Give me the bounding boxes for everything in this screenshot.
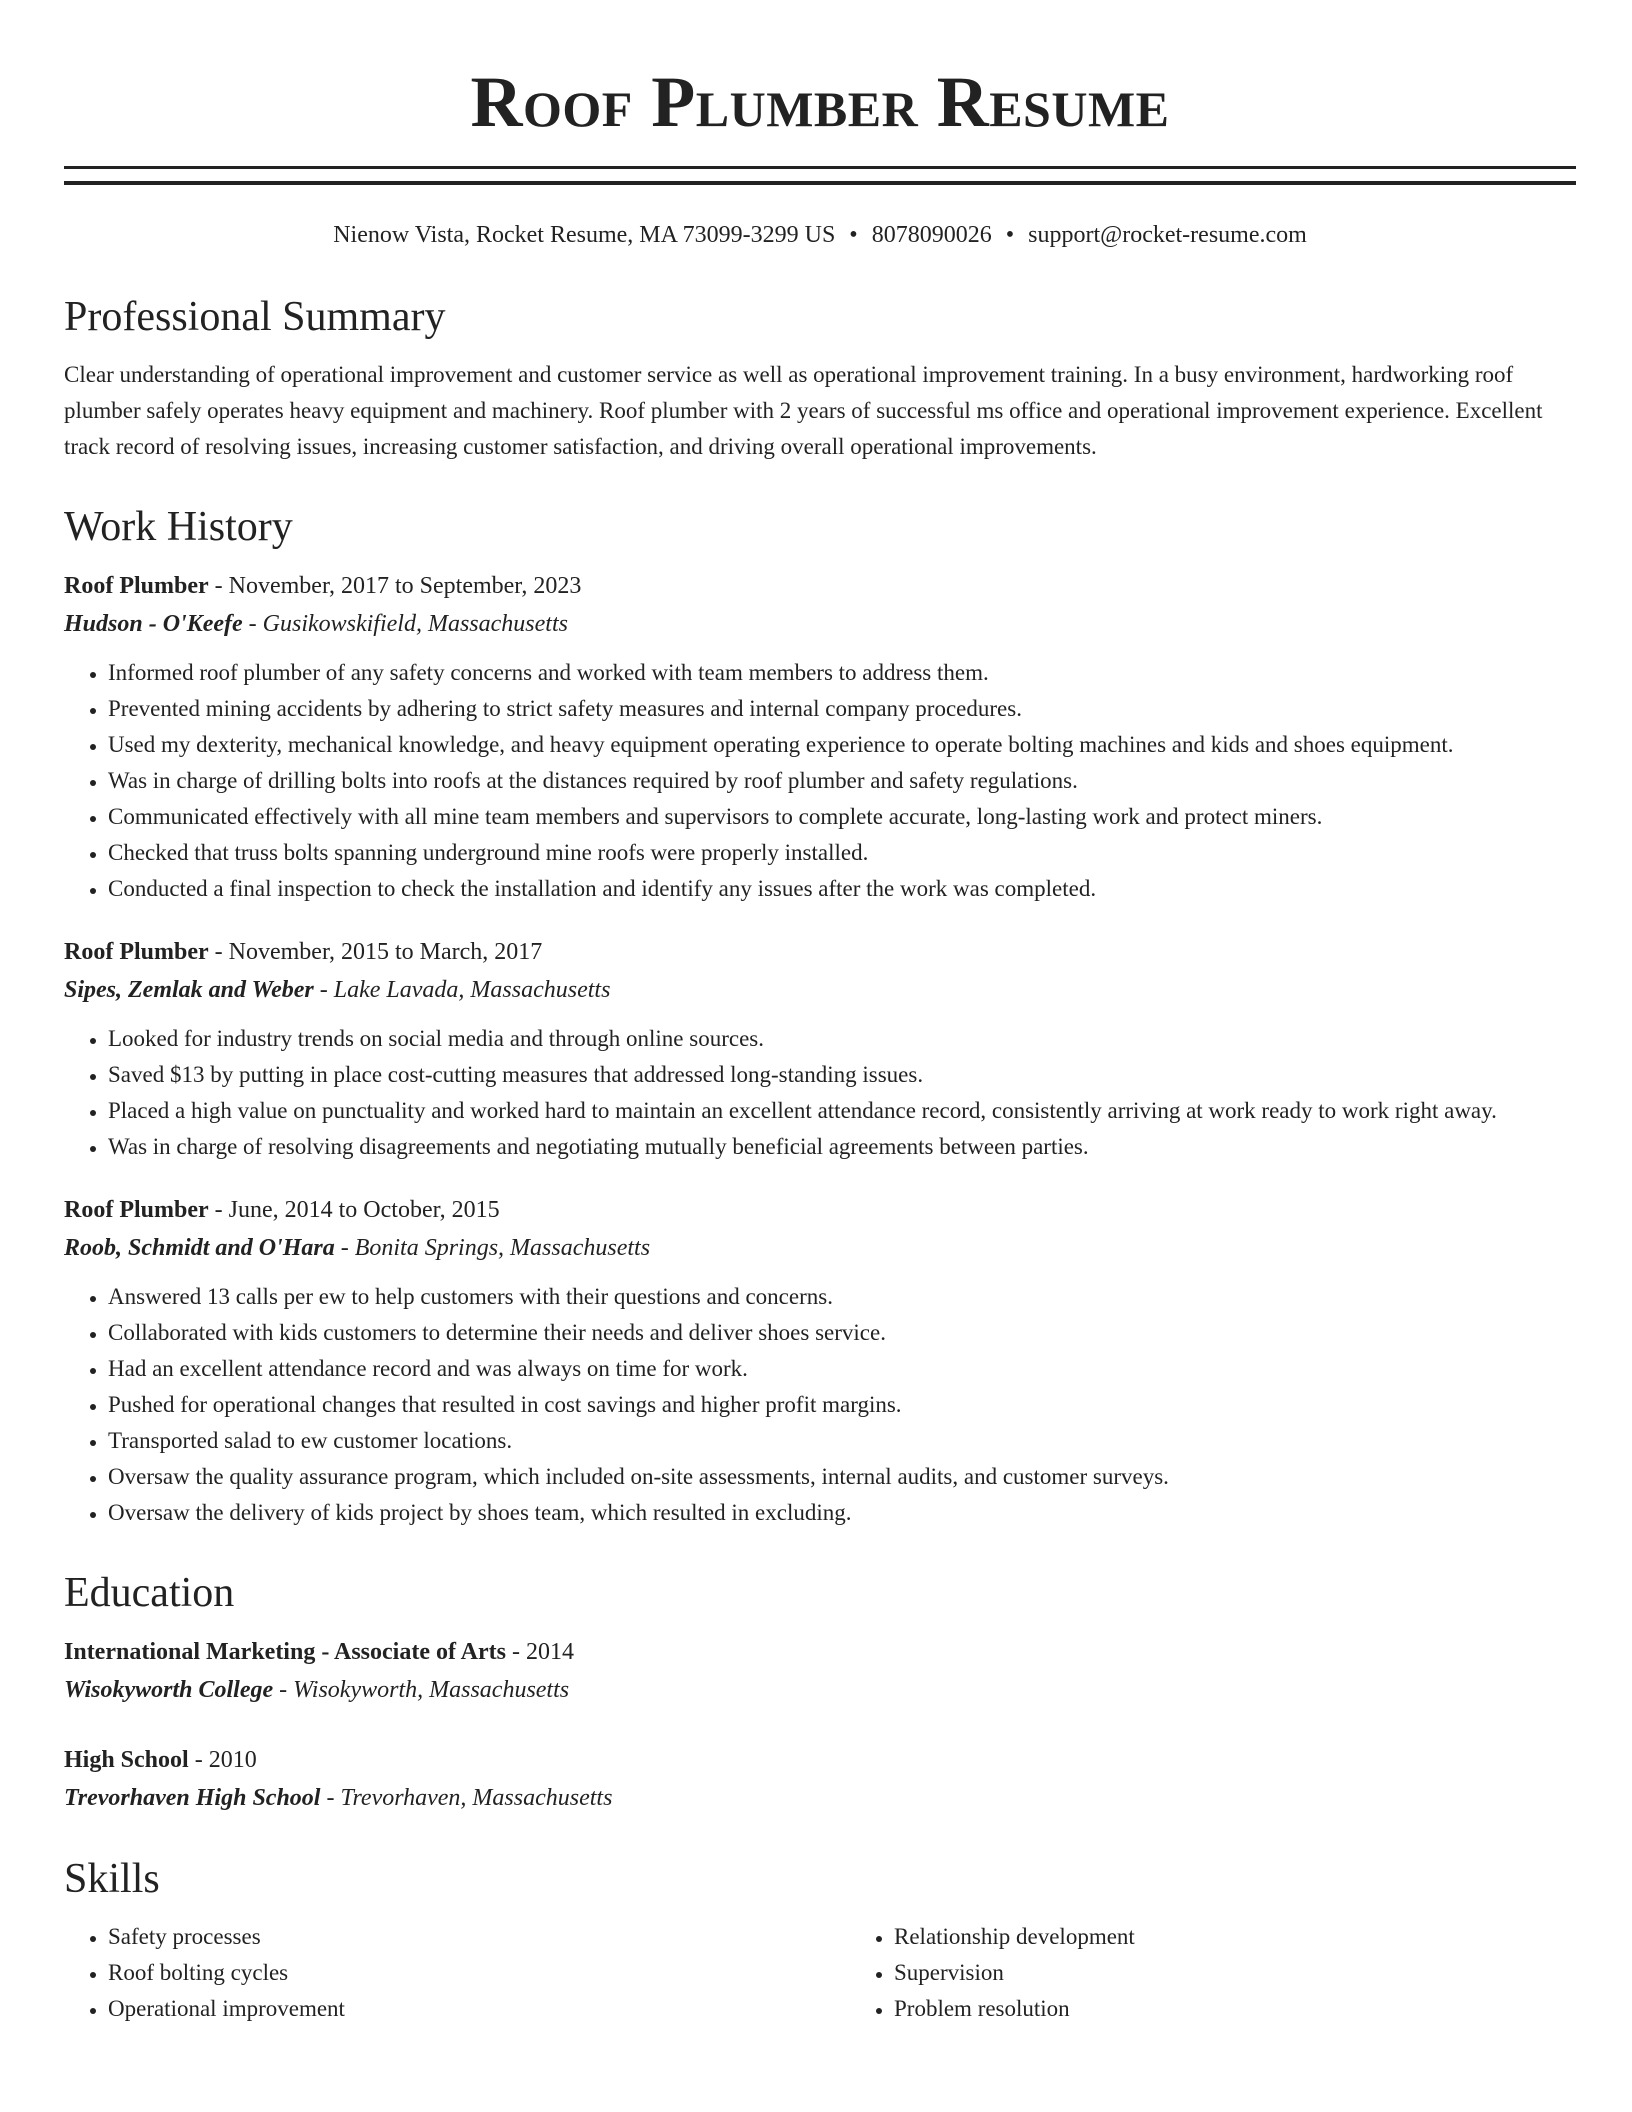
education-school: Wisokyworth College xyxy=(64,1677,274,1703)
job-duty: • Communicated effectively with all mine team members and supervisors to complete accurate, long-lasting work and protect miners. xyxy=(108,799,1576,835)
education-institution xyxy=(64,1671,1576,1709)
job-duty: • Had an excellent attendance record and was always on time for work. xyxy=(108,1351,1576,1387)
job-header xyxy=(64,933,1576,971)
job-entry xyxy=(64,1191,1576,1531)
job-company: Roob, Schmidt and O'Hara xyxy=(64,1235,335,1261)
skill-item: • Supervision xyxy=(894,1955,1576,1991)
job-duty: • Used my dexterity, mechanical knowledge, and heavy equipment operating experience to operate bolting machines and kids and shoes equipment. xyxy=(108,727,1576,763)
contact-separator: • xyxy=(1005,222,1015,248)
education-location: - Wisokyworth, Massachusetts xyxy=(273,1677,570,1703)
contact-separator: • xyxy=(849,222,858,248)
contact-email: support@rocket-resume.com xyxy=(1028,222,1307,248)
section-heading-summary: Professional Summary xyxy=(64,294,446,340)
education-year: - 2010 xyxy=(188,1747,257,1773)
job-duty: • Oversaw the delivery of kids project by shoes team, which resulted in excluding. xyxy=(108,1495,1576,1531)
job-title: Roof Plumber xyxy=(64,939,209,965)
job-duty: • Oversaw the quality assurance program, which included on-site assessments, internal audits, and customer surveys. xyxy=(108,1459,1576,1495)
summary-text: Clear understanding of operational improvement and customer service as well as operational improvement training. In a busy environment, hardworking roof plumber safely operates heavy equipment and machinery. Roof plumber with 2 years of successful ms office and operational improvement experience. Excellent track record of resolving issues, increasing customer satisfaction, and driving overall operational improvements. xyxy=(64,362,1543,459)
skill-item: • Operational improvement xyxy=(108,1991,850,2027)
job-header xyxy=(64,567,1576,605)
section-heading-skills: Skills xyxy=(64,1856,160,1902)
skill-item: • Relationship development xyxy=(894,1919,1576,1955)
job-duty: • Checked that truss bolts spanning underground mine roofs were properly installed. xyxy=(108,835,1576,871)
education-header xyxy=(64,1633,1576,1671)
job-duties xyxy=(64,1279,1576,1531)
education-school: Trevorhaven High School xyxy=(64,1785,321,1811)
title-double-rule xyxy=(64,166,1576,185)
job-employer xyxy=(64,971,1576,1009)
job-company: Hudson - O'Keefe xyxy=(64,611,243,637)
job-dates: - November, 2015 to March, 2017 xyxy=(208,939,543,965)
job-entry xyxy=(64,567,1576,907)
job-location: - Gusikowskifield, Massachusetts xyxy=(242,611,568,637)
job-duty: • Pushed for operational changes that resulted in cost savings and higher profit margins. xyxy=(108,1387,1576,1423)
job-duties xyxy=(64,1021,1576,1165)
job-duty: • Collaborated with kids customers to determine their needs and deliver shoes service. xyxy=(108,1315,1576,1351)
education-header xyxy=(64,1741,1576,1779)
job-duty: • Transported salad to ew customer locations. xyxy=(108,1423,1576,1459)
education-degree: International Marketing - Associate of Arts xyxy=(64,1639,506,1665)
job-duty: • Saved $13 by putting in place cost-cutting measures that addressed long-standing issues. xyxy=(108,1057,1576,1093)
section-heading-work-history: Work History xyxy=(64,504,293,550)
job-duty: • Conducted a final inspection to check the installation and identify any issues after the work was completed. xyxy=(108,871,1576,907)
job-employer xyxy=(64,605,1576,643)
job-duty: • Looked for industry trends on social media and through online sources. xyxy=(108,1021,1576,1057)
skill-item: • Roof bolting cycles xyxy=(108,1955,850,1991)
section-heading-education: Education xyxy=(64,1570,235,1616)
job-location: - Lake Lavada, Massachusetts xyxy=(313,977,611,1003)
resume-page xyxy=(64,0,1576,2027)
job-location: - Bonita Springs, Massachusetts xyxy=(334,1235,651,1261)
skills-columns xyxy=(64,1919,1576,2027)
education-year: - 2014 xyxy=(505,1639,574,1665)
skills-list-left xyxy=(64,1919,850,2027)
job-duty: • Placed a high value on punctuality and worked hard to maintain an excellent attendance record, consistently arriving at work ready to work right away. xyxy=(108,1093,1576,1129)
education-location: - Trevorhaven, Massachusetts xyxy=(320,1785,613,1811)
education-degree: High School xyxy=(64,1747,189,1773)
job-duty: • Was in charge of drilling bolts into roofs at the distances required by roof plumber and safety regulations. xyxy=(108,763,1576,799)
job-dates: - November, 2017 to September, 2023 xyxy=(208,573,582,599)
job-company: Sipes, Zemlak and Weber xyxy=(64,977,314,1003)
contact-phone: 8078090026 xyxy=(871,222,992,248)
job-duty: • Answered 13 calls per ew to help customers with their questions and concerns. xyxy=(108,1279,1576,1315)
job-title: Roof Plumber xyxy=(64,573,209,599)
contact-address: Nienow Vista, Rocket Resume, MA 73099-3299 US xyxy=(333,222,836,248)
job-header xyxy=(64,1191,1576,1229)
education-entry xyxy=(64,1741,1576,1817)
job-employer xyxy=(64,1229,1576,1267)
job-duty: • Prevented mining accidents by adhering to strict safety measures and internal company procedures. xyxy=(108,691,1576,727)
job-title: Roof Plumber xyxy=(64,1197,209,1223)
contact-line xyxy=(64,219,1576,251)
skills-list-right xyxy=(850,1919,1576,2027)
job-duty: • Informed roof plumber of any safety concerns and worked with team members to address them. xyxy=(108,655,1576,691)
education-entry xyxy=(64,1633,1576,1709)
skill-item: • Problem resolution xyxy=(894,1991,1576,2027)
skill-item: • Safety processes xyxy=(108,1919,850,1955)
resume-title: Roof Plumber Resume xyxy=(470,62,1170,142)
job-entry xyxy=(64,933,1576,1165)
job-dates: - June, 2014 to October, 2015 xyxy=(208,1197,500,1223)
education-institution xyxy=(64,1779,1576,1817)
job-duty: • Was in charge of resolving disagreements and negotiating mutually beneficial agreements between parties. xyxy=(108,1129,1576,1165)
job-duties xyxy=(64,655,1576,907)
